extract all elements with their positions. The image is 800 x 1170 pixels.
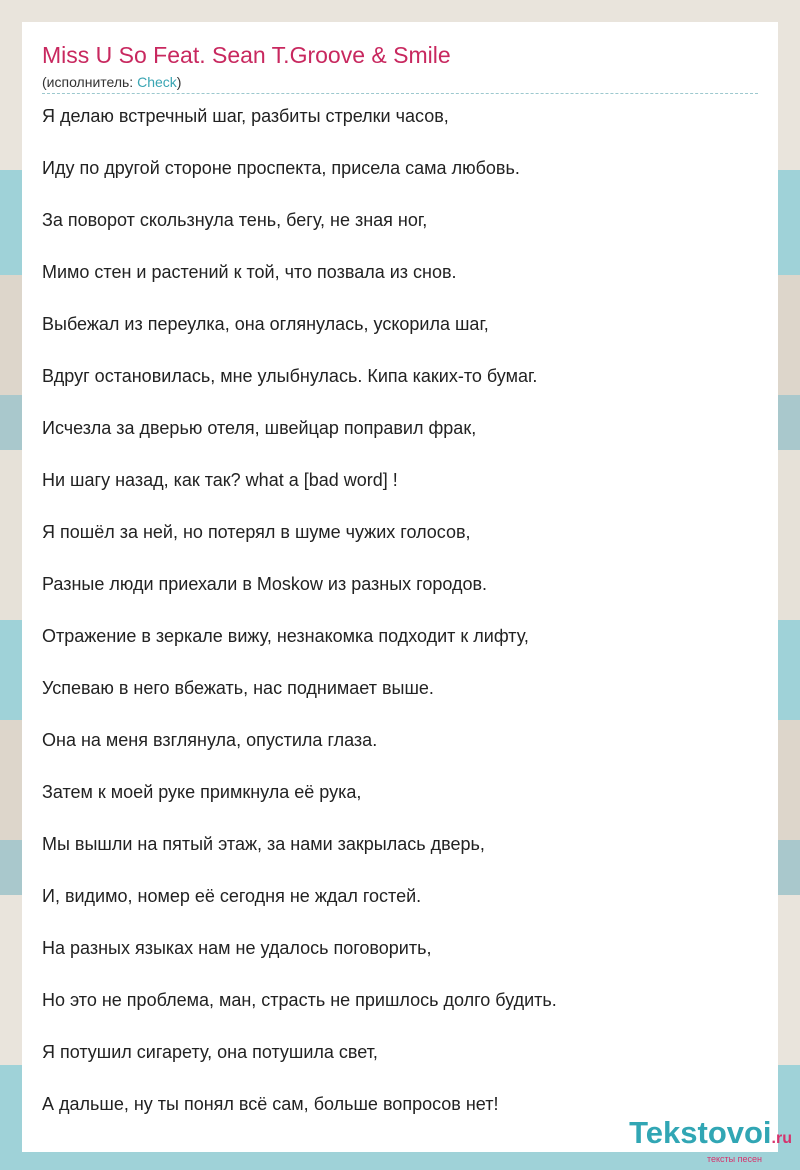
lyric-line: Выбежал из переулка, она оглянулась, ускорила шаг, [42,314,489,334]
lyric-line: На разных языках нам не удалось поговорить, [42,938,432,958]
performer-line [42,74,181,90]
lyric-line: За поворот скользнула тень, бегу, не зная ног, [42,210,428,230]
logo-name: Tekstovoi [629,1115,772,1150]
logo-tagline: тексты песен [706,1154,762,1164]
dashed-divider [42,93,758,94]
lyric-line: И, видимо, номер её сегодня не ждал гостей. [42,886,422,906]
lyric-line: Мимо стен и растений к той, что позвала из снов. [42,262,457,282]
lyric-line: А дальше, ну ты понял всё сам, больше вопросов нет! [42,1094,499,1114]
lyric-line: Я потушил сигарету, она потушила свет, [42,1042,378,1062]
lyric-line: Иду по другой стороне проспекта, присела сама любовь. [42,158,520,178]
lyric-line: Я пошёл за ней, но потерял в шуме чужих голосов, [42,522,471,542]
lyric-line: Мы вышли на пятый этаж, за нами закрылась дверь, [42,834,485,854]
lyric-line: Вдруг остановилась, мне улыбнулась. Кипа каких-то бумаг. [42,366,538,386]
lyric-line: Затем к моей руке примкнула её рука, [42,782,362,802]
lyric-line: Отражение в зеркале вижу, незнакомка подходит к лифту, [42,626,529,646]
lyric-line: Успеваю в него вбежать, нас поднимает выше. [42,678,434,698]
lyric-line: Она на меня взглянула, опустила глаза. [42,730,378,750]
lyrics-list [42,105,557,1145]
site-logo[interactable] [629,1115,792,1164]
lyric-line: Разные люди приехали в Moskow из разных городов. [42,574,488,594]
lyric-line: Я делаю встречный шаг, разбиты стрелки часов, [42,106,449,126]
performer-prefix: (исполнитель: [42,74,138,90]
logo-wordmark [629,1115,792,1154]
logo-tld: .ru [771,1130,792,1147]
performer-suffix: ) [176,74,182,90]
lyric-line: Ни шагу назад, как так? what a [bad word] ! [42,470,398,490]
lyric-line: Исчезла за дверью отеля, швейцар поправил фрак, [42,418,477,438]
song-title: Miss U So Feat. Sean T.Groove & Smile [42,42,451,68]
lyrics-card [22,22,778,1152]
performer-link[interactable]: Check [137,74,177,90]
lyric-line: Но это не проблема, ман, страсть не пришлось долго будить. [42,990,557,1010]
